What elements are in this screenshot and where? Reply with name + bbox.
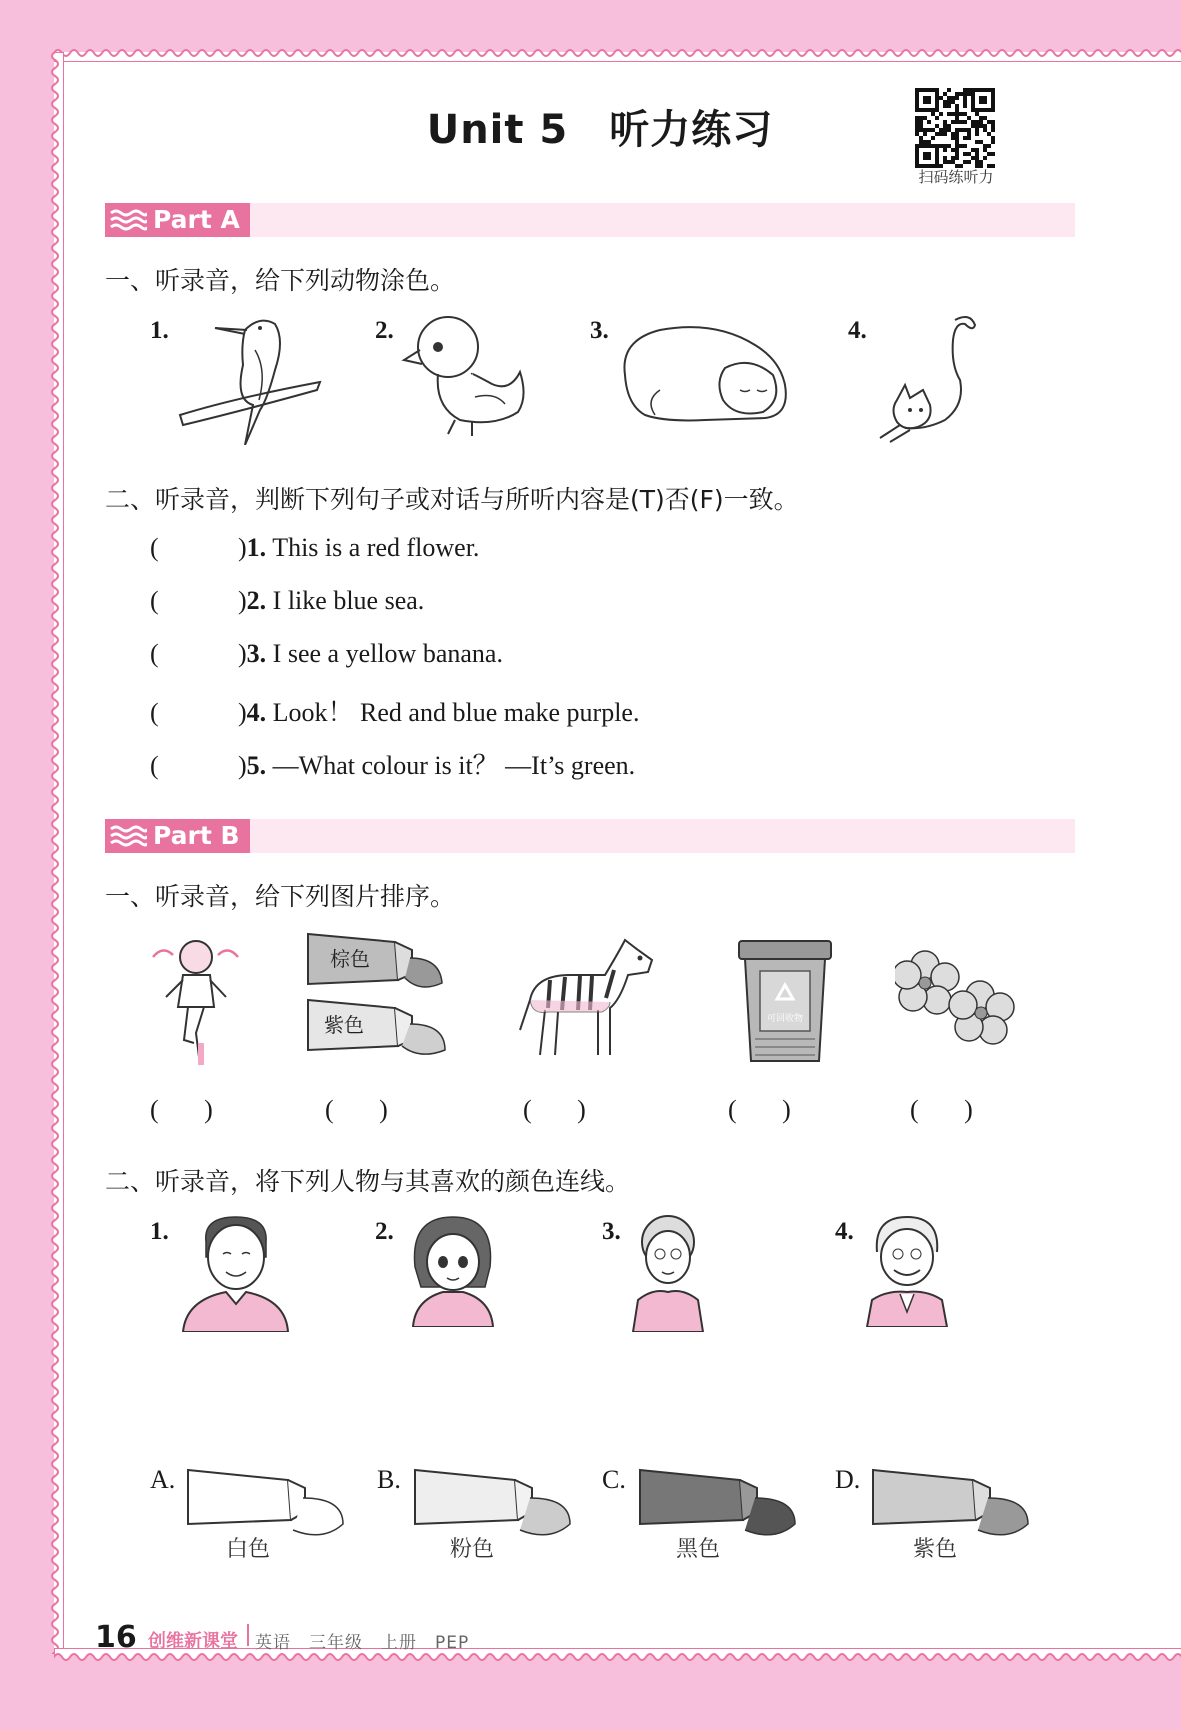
option-letter: C. <box>602 1465 626 1494</box>
cat-icon[interactable] <box>875 310 985 445</box>
man-icon[interactable] <box>178 1212 293 1332</box>
colour-label: 粉色 <box>450 1537 495 1562</box>
question-text: This is a red flower. <box>272 533 480 562</box>
girl-icon[interactable] <box>405 1212 500 1327</box>
tf-question-row: ( )1. This is a red flower. <box>150 533 480 562</box>
bear-icon[interactable] <box>615 320 795 425</box>
page-number: 16 <box>95 1620 137 1655</box>
animal-number: 3. <box>590 317 609 344</box>
order-blank[interactable]: ( ) <box>728 1095 791 1124</box>
part-a-section2-heading: 二、听录音，判断下列句子或对话与所听内容是(T)否(F)一致。 <box>105 485 799 514</box>
option-letter: A. <box>150 1465 176 1494</box>
waves-icon <box>109 209 147 231</box>
tube-label-brown: 棕色 <box>330 947 370 971</box>
colour-label: 黑色 <box>676 1537 721 1562</box>
order-blank[interactable]: ( ) <box>910 1095 973 1124</box>
order-blank[interactable]: ( ) <box>150 1095 213 1124</box>
answer-blank[interactable]: ( <box>150 698 159 727</box>
part-b-section1-heading: 一、听录音，给下列图片排序。 <box>105 882 456 911</box>
answer-blank[interactable]: ( <box>150 533 159 562</box>
option-letter: B. <box>377 1465 401 1494</box>
question-text: Look！ Red and blue make purple. <box>272 698 640 727</box>
question-text: —What colour is it？ —It’s green. <box>272 751 636 780</box>
recycle-bin-icon[interactable] <box>735 935 835 1070</box>
waves-icon <box>109 825 147 847</box>
bird-icon[interactable] <box>175 310 325 445</box>
tf-question-row: ( )2. I like blue sea. <box>150 586 425 615</box>
tf-question-row: ( )5. —What colour is it？ —It’s green. <box>150 751 636 780</box>
option-letter: D. <box>835 1465 861 1494</box>
animal-number: 1. <box>150 317 169 344</box>
wavy-border-left <box>46 52 64 1654</box>
duckling-icon[interactable] <box>400 312 530 437</box>
flowers-icon[interactable] <box>895 945 1025 1055</box>
paint-tubes-icon[interactable] <box>300 928 450 1078</box>
part-a-section1-heading: 一、听录音，给下列动物涂色。 <box>105 266 456 295</box>
part-a-label: Part A <box>153 205 240 234</box>
zebra-icon[interactable] <box>510 930 660 1070</box>
question-number: 4. <box>246 698 267 727</box>
person-number: 4. <box>835 1218 854 1245</box>
grandmother-icon[interactable] <box>628 1212 708 1332</box>
part-a-bar <box>105 203 1075 237</box>
qr-code-icon[interactable] <box>914 87 996 169</box>
order-blank[interactable]: ( ) <box>523 1095 586 1124</box>
footer-divider <box>247 1624 249 1646</box>
colour-label: 紫色 <box>913 1537 958 1562</box>
question-number: 2. <box>246 586 267 615</box>
answer-blank[interactable]: ( <box>150 586 159 615</box>
question-number: 1. <box>246 533 267 562</box>
person-number: 3. <box>602 1218 621 1245</box>
part-b-section2-heading: 二、听录音，将下列人物与其喜欢的颜色连线。 <box>105 1167 631 1196</box>
question-number: 3. <box>246 639 267 668</box>
footer-brand: 创维新课堂 <box>148 1631 238 1652</box>
tube-label-purple: 紫色 <box>324 1013 364 1037</box>
footer-book-info: 英语 三年级 上册 PEP <box>255 1633 470 1653</box>
part-b-tag <box>105 819 250 853</box>
person-number: 2. <box>375 1218 394 1245</box>
bin-label: 可回收物 <box>766 1014 804 1024</box>
part-a-tag <box>105 203 250 237</box>
order-blank[interactable]: ( ) <box>325 1095 388 1124</box>
wavy-border-top <box>54 44 1181 62</box>
animal-number: 2. <box>375 317 394 344</box>
part-b-bar <box>105 819 1075 853</box>
tf-question-row: ( )4. Look！ Red and blue make purple. <box>150 698 640 727</box>
grandfather-icon[interactable] <box>862 1212 952 1327</box>
animal-number: 4. <box>848 317 867 344</box>
answer-blank[interactable]: ( <box>150 639 159 668</box>
child-icon[interactable] <box>148 935 243 1070</box>
question-text: I see a yellow banana. <box>272 639 503 668</box>
person-number: 1. <box>150 1218 169 1245</box>
part-b-label: Part B <box>153 821 240 850</box>
colour-label: 白色 <box>226 1537 271 1562</box>
tf-question-row: ( )3. I see a yellow banana. <box>150 639 503 668</box>
qr-caption: 扫码练听力 <box>918 168 994 186</box>
question-number: 5. <box>246 751 267 780</box>
page-title: Unit 5 听力练习 <box>426 107 774 153</box>
answer-blank[interactable]: ( <box>150 751 159 780</box>
question-text: I like blue sea. <box>272 586 425 615</box>
